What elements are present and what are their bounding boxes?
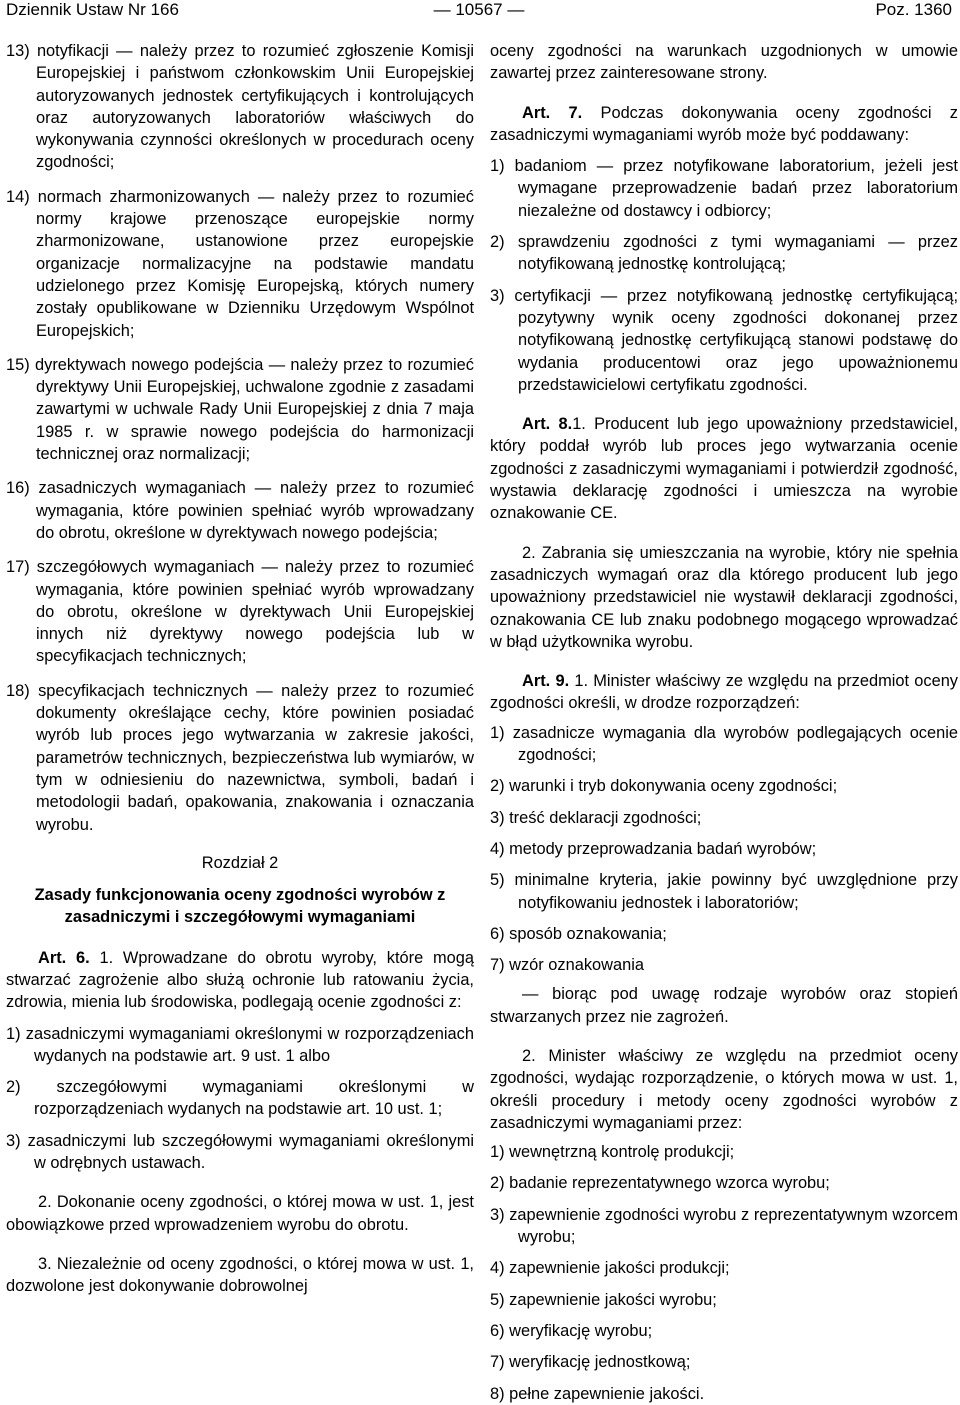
list-item: 1) zasadniczymi wymaganiami określonymi w rozporządzeniach wydanych na podstawie art. 9 ust. 1 albo [6, 1024, 474, 1065]
list-item: 3) certyfikacji — przez notyfikowaną jednostkę certyfikującą; pozytywny wynik oceny zgodności dokonanej przez notyfikowaną jednostkę certyfikującą stanowi podstawę do wydania producentowi oraz jego upoważnionemu przedstawicielowi certyfikatu zgodności. [490, 286, 958, 394]
article-7-label: Art. 7. [522, 103, 583, 122]
list-item: 1) wewnętrzną kontrolę produkcji; [490, 1143, 735, 1162]
article-6-paragraph-1: Art. 6. 1. Wprowadzane do obrotu wyroby, które mogą stwarzać zagrożenie albo służą ochronie lub ratowaniu życia, zdrowia, mienia lub środowiska, podlegają ocenie zgodności z: [6, 948, 474, 1012]
position-number: Poz. 1360 [875, 0, 952, 19]
article-9-items-2 [490, 1141, 958, 1405]
list-item: 3) zasadniczymi lub szczegółowymi wymaganiami określonymi w odrębnych ustawach. [6, 1131, 474, 1173]
list-item: 2) szczegółowymi wymaganiami określonymi w rozporządzeniach wydanych na podstawie art. 10 ust. 1; [6, 1078, 474, 1119]
article-6-items [6, 1023, 474, 1175]
left-column [6, 40, 474, 1298]
list-item: 3) zapewnienie zgodności wyrobu z reprezentatywnym wzorcem wyrobu; [490, 1205, 958, 1247]
list-item: 6) sposób oznakowania; [490, 924, 667, 943]
article-7-text: Art. 7. Podczas dokonywania oceny zgodności z zasadniczymi wymaganiami wyrób może być poddawany: [490, 103, 959, 144]
list-item: 8) pełne zapewnienie jakości. [490, 1384, 705, 1403]
article-6-paragraph-2: 2. Dokonanie oceny zgodności, o której mowa w ust. 1, jest obowiązkowe przed wprowadzeniem wyrobu do obrotu. [6, 1193, 474, 1234]
article-6-label: Art. 6. [38, 948, 90, 967]
list-item: 5) zapewnienie jakości wyrobu; [490, 1290, 717, 1309]
journal-title: Dziennik Ustaw Nr 166 [6, 0, 179, 19]
definitions-list [6, 40, 474, 836]
article-9-label: Art. 9. [522, 672, 570, 691]
article-6-paragraph-3: 3. Niezależnie od oceny zgodności, o której mowa w ust. 1, dozwolone jest dokonywanie dobrowolnej [6, 1254, 474, 1296]
definition-item: 18) specyfikacjach technicznych — należy przez to rozumieć dokumenty określające cechy, które powinien posiadać wyrób lub proces jego wytwarzania w zakresie jakości, parametrów technicznych, bezpieczeństwa lub wymiarów, w tym w odniesieniu do nazewnictwa, symboli, badań i metodologii badań, opakowania, znakowania i oznaczania wyrobu. [6, 681, 474, 834]
definition-item: 16) zasadniczych wymaganiach — należy przez to rozumieć wymagania, które powinien spełniać wyrób wprowadzany do obrotu, określone w dyrektywach nowego podejścia; [6, 479, 474, 542]
definition-item: 17) szczegółowych wymaganiach — należy przez to rozumieć wymagania, które powinien spełniać wyrób wprowadzany do obrotu, określone w dyrektywach Unii Europejskiej innych niż dyrektywy nowego podejścia lub w specyfikacjach technicznych; [6, 558, 474, 666]
definition-item: 14) normach zharmonizowanych — należy przez to rozumieć normy krajowe przenoszące europejskie normy zharmonizowane, ustanowione przez europejskie organizacje normalizacyjne na podstawie mandatu udzielonego przez Komisję Europejską, których numery zostały opublikowane w Dzienniku Urzędowym Wspólnot Europejskich; [6, 187, 474, 340]
list-item: 7) weryfikację jednostkową; [490, 1353, 691, 1372]
article-8-label: Art. 8. [522, 415, 573, 434]
list-item: 2) warunki i tryb dokonywania oceny zgodności; [490, 777, 838, 796]
page-number: — 10567 — [433, 0, 525, 19]
list-item: 3) treść deklaracji zgodności; [490, 808, 702, 827]
continuation-text: oceny zgodności na warunkach uzgodnionych w umowie zawartej przez zainteresowane strony. [490, 42, 958, 83]
article-8-paragraph-1: Art. 8.1. Producent lub jego upoważniony przedstawiciel, który poddał wyrób lub proces jego wytwarzania ocenie zgodności z zasadniczymi wymaganiami i potwierdził zgodność, wystawia deklarację zgodności i umieszcza na wyrobie oznakowanie CE. [490, 415, 958, 523]
list-item: 4) zapewnienie jakości produkcji; [490, 1259, 730, 1278]
chapter-label: Rozdział 2 [201, 853, 279, 872]
article-9-paragraph-2: 2. Minister właściwy ze względu na przedmiot oceny zgodności, wydając rozporządzenie, o których mowa w ust. 1, określi procedury i metody oceny zgodności wyrobów z zasadniczymi wymaganiami przez: [490, 1046, 958, 1132]
list-item: 4) metody przeprowadzania badań wyrobów; [490, 839, 817, 858]
right-column [490, 40, 958, 1405]
list-item: 2) sprawdzeniu zgodności z tymi wymaganiami — przez notyfikowaną jednostkę kontrolującą; [490, 233, 958, 274]
article-9-paragraph-1: Art. 9. 1. Minister właściwy ze względu na przedmiot oceny zgodności określi, w drodze rozporządzeń: [490, 672, 958, 713]
page-header [6, 0, 952, 28]
article-9-items-1 [490, 722, 958, 977]
list-item: 2) badanie reprezentatywnego wzorca wyrobu; [490, 1174, 830, 1193]
list-item: 1) badaniom — przez notyfikowane laboratorium, jeżeli jest wymagane przeprowadzenie badań przez laboratorium niezależne od dostawcy i odbiorcy; [490, 157, 958, 220]
chapter-title: Zasady funkcjonowania oceny zgodności wyrobów z zasadniczymi i szczegółowymi wymaganiami [34, 886, 446, 927]
definition-item: 15) dyrektywach nowego podejścia — należy przez to rozumieć dyrektywy Unii Europejskiej, uchwalone zgodnie z zasadami zawartymi w uchwale Rady Unii Europejskiej z dnia 7 maja 1985 r. w sprawie nowego podejścia do harmonizacji technicznej oraz normalizacji; [6, 355, 474, 464]
list-item: 6) weryfikację wyrobu; [490, 1321, 653, 1340]
article-7-items [490, 155, 958, 396]
definition-item: 13) notyfikacji — należy przez to rozumieć zgłoszenie Komisji Europejskiej i państwom członkowskim Unii Europejskiej autoryzowanych jednostek certyfikujących i kontrolujących oraz autoryzowanych laboratoriów właściwych do wykonywania czynności określonych w procedurach oceny zgodności; [6, 42, 474, 172]
list-item: 5) minimalne kryteria, jakie powinny być uwzględnione przy notyfikowaniu jednostek i laboratoriów; [490, 871, 958, 912]
list-item: 7) wzór oznakowania [490, 956, 644, 975]
article-9-tail: — biorąc pod uwagę rodzaje wyrobów oraz stopień stwarzanych przez nie zagrożeń. [490, 985, 958, 1026]
article-8-paragraph-2: 2. Zabrania się umieszczania na wyrobie, który nie spełnia zasadniczych wymagań oraz dla którego producent lub jego upoważniony przedstawiciel nie wystawił deklaracji zgodności, oznakowania CE lub znaku podobnego mogącego wprowadzać w błąd użytkownika wyrobu. [490, 543, 958, 651]
list-item: 1) zasadnicze wymagania dla wyrobów podlegających ocenie zgodności; [490, 723, 958, 765]
